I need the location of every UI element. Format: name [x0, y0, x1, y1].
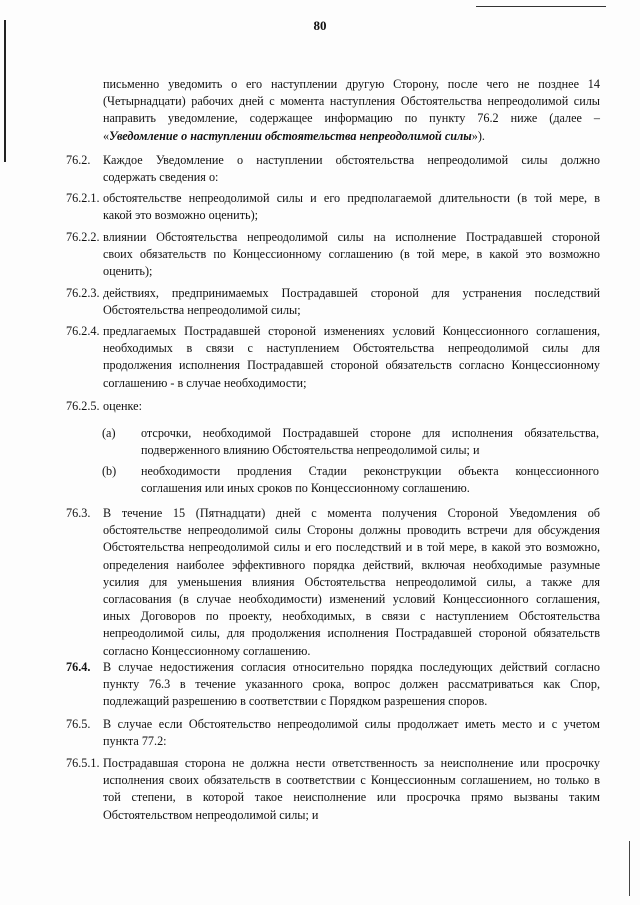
text-line: какой это возможно оценить);	[103, 208, 259, 223]
text-line: соглашению - в случае необходимости;	[103, 375, 307, 390]
clause-number: 76.4.	[66, 660, 91, 674]
paragraph-76-4	[103, 659, 600, 711]
text-line: отсрочки, необходимой Пострадавшей стороне для исполнения обязательства,	[141, 426, 599, 440]
scan-artifact-left-bar	[4, 20, 6, 162]
text-line: иных Договоров по проекту, необходимых, в связи с наступлением Обстоятельства	[103, 609, 600, 624]
page-number: 80	[313, 18, 327, 33]
text-line: необходимости продления Стадии реконструкции объекта концессионного	[141, 464, 599, 478]
paragraph-76-2-4	[103, 323, 600, 392]
text-line: Обстоятельством непреодолимой силы; и	[103, 807, 319, 822]
text-line: направить уведомление, содержащее информацию по пункту 76.2 ниже (далее –	[103, 111, 600, 126]
text-line: оценить);	[103, 264, 153, 279]
paragraph-76-5	[103, 716, 600, 750]
clause-number: 76.2.	[66, 153, 91, 167]
text-line: согласования (в случае необходимости) изменений условий Концессионного соглашения,	[103, 592, 600, 607]
paragraph-76-3	[103, 505, 600, 660]
text-line: письменно уведомить о его наступлении другую Сторону, после чего не позднее 14	[103, 77, 600, 91]
text-line	[103, 128, 600, 145]
text-line: оценке:	[103, 399, 142, 413]
clause-number: 76.2.3.	[66, 286, 100, 300]
text-line: подлежащий разрешению в соответствии с Порядком разрешения споров.	[103, 694, 488, 709]
quote-open: «	[103, 128, 110, 143]
text-line: продолжения исполнения Пострадавшей стороной обязательств согласно Концессионному	[103, 358, 600, 373]
paragraph-76-2	[103, 152, 600, 186]
defined-term: Уведомление о наступлении обстоятельства непреодолимой силы	[109, 128, 472, 143]
text-line: соглашения или иных сроков по Концессионному соглашению.	[141, 481, 470, 496]
text-line: В случае недостижения согласия относительно порядка последующих действий согласно	[103, 660, 600, 674]
text-line: Пострадавшая сторона не должна нести ответственность за неисполнение или просрочку	[103, 756, 600, 770]
text-line: действиях, предпринимаемых Пострадавшей стороной для устранения последствий	[103, 286, 600, 300]
text-line: исполнения своих обязательств в соответствии с Концессионным соглашением, но только в	[103, 773, 600, 788]
sub-item-a	[141, 425, 599, 459]
clause-number: 76.3.	[66, 506, 91, 520]
paragraph-76-2-3	[103, 285, 600, 319]
clause-number: 76.2.4.	[66, 324, 100, 338]
paragraph-76-2-2	[103, 229, 600, 281]
text-line: подверженного влиянию Обстоятельства непреодолимой силы; и	[141, 443, 480, 458]
clause-number: 76.2.2.	[66, 230, 100, 244]
sub-item-label-b: (b)	[102, 464, 117, 478]
paragraph-76-5-1	[103, 755, 600, 824]
paragraph-intro	[103, 76, 600, 145]
clause-number: 76.5.	[66, 717, 91, 731]
sub-item-label-a: (a)	[102, 426, 116, 440]
scan-artifact-top-line	[476, 6, 606, 7]
paragraph-76-2-1	[103, 190, 600, 224]
text-line: обстоятельстве непреодолимой силы и его предполагаемой длительности (в той мере, в	[103, 191, 600, 205]
paragraph-76-2-5	[103, 398, 600, 415]
text-line: В течение 15 (Пятнадцати) дней с момента получения Стороной Уведомления об	[103, 506, 600, 520]
text-line: своих обязательств по Концессионному соглашению (в той мере, в какой это возможно	[103, 247, 600, 262]
text-line: Каждое Уведомление о наступлении обстоятельства непреодолимой силы должно	[103, 153, 600, 167]
text-line: той степени, в которой такое неисполнение или просрочка прямо вызваны таким	[103, 790, 600, 805]
text-line: Обстоятельства непреодолимой силы;	[103, 303, 301, 318]
text-line: содержать сведения о:	[103, 170, 219, 185]
text-line: пункта 77.2:	[103, 734, 167, 749]
clause-number: 76.2.1.	[66, 191, 100, 205]
scan-artifact-right-line	[629, 841, 630, 896]
sub-item-b	[141, 463, 599, 497]
text-line: (Четырнадцати) рабочих дней с момента наступления Обстоятельства непреодолимой силы	[103, 94, 600, 109]
text-line: Обстоятельства непреодолимой силы и его последствий и в той мере, в какой это возможно,	[103, 540, 600, 555]
clause-number: 76.2.5.	[66, 399, 100, 413]
text-line: В случае если Обстоятельство непреодолимой силы продолжает иметь место и с учетом	[103, 717, 600, 731]
text-line: определения наиболее эффективного порядка действий, включая необходимые разумные	[103, 557, 600, 572]
text-line: непреодолимой силы, для продолжения исполнения Пострадавшей стороной обязательств	[103, 626, 600, 641]
text-line: обстоятельстве непреодолимой силы Стороны должны проводить встречи для обсуждения	[103, 523, 600, 538]
text-line: пункту 76.3 в течение указанного срока, вопрос должен рассматриваться как Спор,	[103, 677, 600, 692]
text-line: предлагаемых Пострадавшей стороной изменениях условий Концессионного соглашения,	[103, 324, 600, 338]
text-line: согласно Концессионному соглашению.	[103, 643, 311, 658]
text-line: необходимых в связи с наступлением Обстоятельства непреодолимой силы для	[103, 341, 600, 356]
text-line: усилия для уменьшения влияния Обстоятельства непреодолимой силы, а также для	[103, 574, 600, 589]
clause-number: 76.5.1.	[66, 756, 100, 770]
text-line: влиянии Обстоятельства непреодолимой силы на исполнение Пострадавшей стороной	[103, 230, 600, 244]
quote-close: »).	[471, 128, 485, 143]
